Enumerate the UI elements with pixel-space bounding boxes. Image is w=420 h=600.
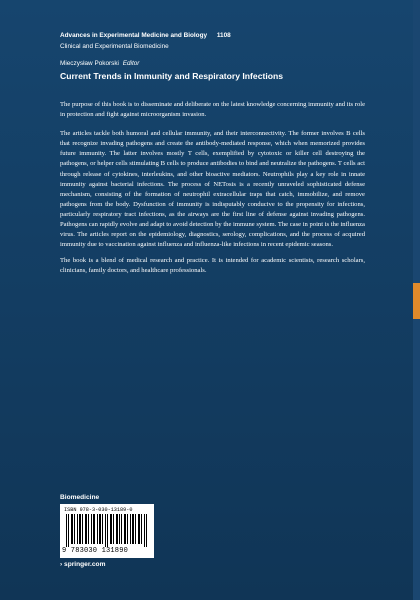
series-number: 1108 [216,32,231,39]
editor-line [60,59,139,69]
barcode-digits: 9 783030 131890 [62,547,129,555]
barcode-icon [64,514,150,547]
book-blurb [60,100,365,283]
isbn-label: ISBN 978-3-030-13189-0 [64,507,133,513]
book-title: Current Trends in Immunity and Respiratory Infections [60,71,283,81]
subseries-name: Clinical and Experimental Biomedicine [60,43,169,50]
editor-role: Editor [122,60,140,67]
blurb-paragraph-3: The book is a blend of medical research and practice. It is intended for academic scientists, research scholars, clinicians, family doctors, and healthcare professionals. [60,257,365,275]
blurb-paragraph-1: The purpose of this book is to disseminate and deliberate on the latest knowledge concerning immunity and its role in protection and fight against microorganism invasion. [60,101,365,119]
publisher-website[interactable]: › springer.com [60,561,106,568]
series-header [60,30,231,52]
series-name: Advances in Experimental Medicine and Biology [60,32,208,39]
editor-name: Mieczysław Pokorski [60,60,119,67]
barcode-block [60,504,154,558]
spine-edge [413,0,420,600]
blurb-paragraph-2: The articles tackle both humoral and cellular immunity, and their interconnectivity. The former involves B cells that recognize invading pathogens and create the antibody-mediated response, which when memorized provides future immunity. The latter involves mostly T cells, exemplified by cytotoxic or killer cell destroying the pathogens, or helper cells stimulating B cells to produce antibodies to bind and neutralize the pathogens. T cells act through release of cytokines, interleukins, and other bioactive mediators. Neutrophils play a key role in innate immunity against bacterial infections. The process of NETosis is a recently unraveled sophisticated defense mechanism, consisting of the formation of neutrophil extracellular traps that catch, immobilize, and remove pathogens from the body. Dysfunction of immunity is indisputably conducive to the propensity for infections, particularly respiratory tract infections, as the airways are the first line of defense against invading pathogens. Pathogens can rapidly evolve and adapt to avoid detection by the immune system. The case in point is the influenza virus. The articles report on the epidemiology, diagnostics, serology, complications, and the process of acquired immunity due to vaccination against influenza and influenza-like infections in recent epidemic seasons. [60,130,365,249]
accent-bar [413,283,420,319]
subject-category: Biomedicine [60,494,100,501]
